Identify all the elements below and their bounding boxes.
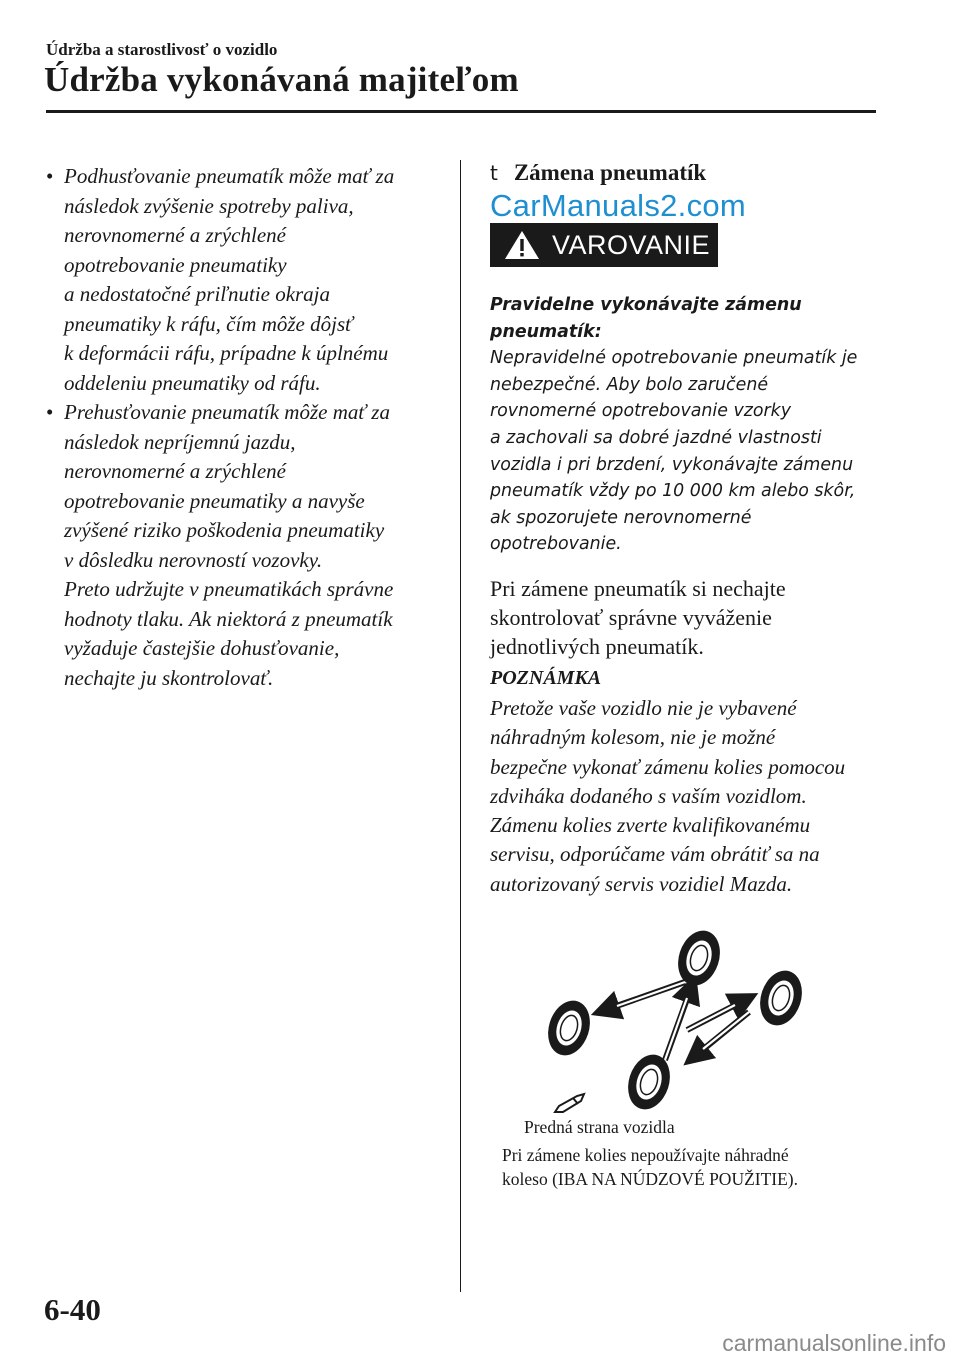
warning-line: rovnomerné opotrebovanie vzorky	[490, 401, 792, 422]
tire-icon	[753, 965, 808, 1031]
footer-note	[502, 1143, 862, 1191]
warning-triangle-icon	[504, 230, 540, 260]
note-line: Zámenu kolies zverte kvalifikovanému	[490, 813, 811, 838]
bullet-line: vyžaduje častejšie dohusťovanie,	[64, 636, 340, 660]
bullet-item	[46, 162, 446, 398]
bullet-line: Prehusťovanie pneumatík môže mať za	[64, 400, 390, 424]
section-marker: t	[490, 161, 498, 185]
warning-line: a zachovali sa dobré jazdné vlastnosti	[490, 427, 822, 448]
footer-note-line: Pri zámene kolies nepoužívajte náhradné	[502, 1145, 789, 1165]
note-line: bezpečne vykonať zámenu kolies pomocou	[490, 754, 846, 779]
tire-rotation-diagram	[545, 920, 815, 1120]
bullet-line: Podhusťovanie pneumatík môže mať za	[64, 164, 395, 188]
page-title: Údržba vykonávaná majiteľom	[44, 60, 519, 99]
warning-line: ak spozorujete nerovnomerné	[490, 507, 752, 528]
note-line: Pretože vaše vozidlo nie je vybavené	[490, 696, 797, 720]
left-column	[46, 162, 446, 693]
note-title: POZNÁMKA	[490, 667, 602, 689]
body-paragraph	[490, 574, 880, 661]
column-divider	[460, 160, 461, 1292]
warning-label: VAROVANIE	[552, 229, 711, 260]
page-number: 6-40	[44, 1292, 101, 1327]
front-of-vehicle-arrow-icon	[553, 1092, 587, 1114]
paragraph-line: Pri zámene pneumatík si nechajte	[490, 576, 786, 601]
warning-body	[490, 292, 880, 558]
warning-line: pneumatík vždy po 10 000 km alebo skôr,	[490, 481, 856, 502]
site-watermark: carmanualsonline.info	[722, 1330, 946, 1356]
footer-note-line: koleso (IBA NA NÚDZOVÉ POUŽITIE).	[502, 1169, 799, 1189]
bullet-line: Preto udržujte v pneumatikách správne	[64, 577, 394, 601]
paragraph-line: jednotlivých pneumatík.	[490, 634, 704, 659]
bullet-line: nechajte ju skontrolovať.	[64, 665, 274, 690]
bullet-line: opotrebovanie pneumatiky a navyše	[64, 488, 365, 513]
note-line: náhradným kolesom, nie je možné	[490, 725, 776, 750]
warning-bold-line: Pravidelne vykonávajte zámenu	[490, 295, 802, 315]
bullet-line: a nedostatočné priľnutie okraja	[64, 282, 331, 306]
title-divider	[46, 110, 876, 113]
note-line: servisu, odporúčame vám obrátiť sa na	[490, 842, 820, 867]
note-line: zdviháka dodaného s vaším vozidlom.	[490, 783, 807, 808]
bullet-dot: •	[46, 164, 54, 188]
bullet-line: zvýšené riziko poškodenia pneumatiky	[64, 518, 385, 542]
diagram-caption: Predná strana vozidla	[524, 1117, 675, 1137]
bullet-line: opotrebovanie pneumatiky	[64, 252, 287, 277]
warning-line: opotrebovanie.	[490, 534, 622, 555]
bullet-line: k deformácii ráfu, prípadne k úplnému	[64, 341, 389, 365]
bullet-line: hodnoty tlaku. Ak niektorá z pneumatík	[64, 606, 393, 631]
bullet-line: v dôsledku nerovností vozovky.	[64, 547, 323, 572]
warning-banner	[490, 223, 718, 267]
warning-line: nebezpečné. Aby bolo zaručené	[490, 374, 769, 395]
paragraph-line: skontrolovať správne vyváženie	[490, 605, 772, 630]
watermark-text: CarManuals2.com	[490, 188, 747, 223]
bullet-line: následok nepríjemnú jazdu,	[64, 429, 296, 454]
warning-line: vozidla i pri brzdení, vykonávajte zámenu	[490, 454, 854, 475]
bullet-line: oddeleniu pneumatiky od ráfu.	[64, 370, 321, 395]
tire-icon	[545, 995, 597, 1061]
bullet-line: nerovnomerné a zrýchlené	[64, 223, 286, 247]
bullet-line: nerovnomerné a zrýchlené	[64, 459, 286, 483]
note-body	[490, 694, 880, 899]
bullet-line: následok zvýšenie spotreby paliva,	[64, 193, 354, 218]
warning-bold-line: pneumatík:	[490, 321, 602, 342]
section-title: Zámena pneumatík	[513, 160, 707, 185]
bullet-dot: •	[46, 400, 54, 424]
note-line: autorizovaný servis vozidiel Mazda.	[490, 871, 793, 896]
breadcrumb: Údržba a starostlivosť o vozidlo	[46, 40, 278, 59]
bullet-item	[46, 398, 446, 693]
warning-line: Nepravidelné opotrebovanie pneumatík je	[490, 348, 858, 369]
section-heading	[490, 160, 706, 186]
bullet-line: pneumatiky k ráfu, čím môže dôjsť	[64, 311, 353, 336]
